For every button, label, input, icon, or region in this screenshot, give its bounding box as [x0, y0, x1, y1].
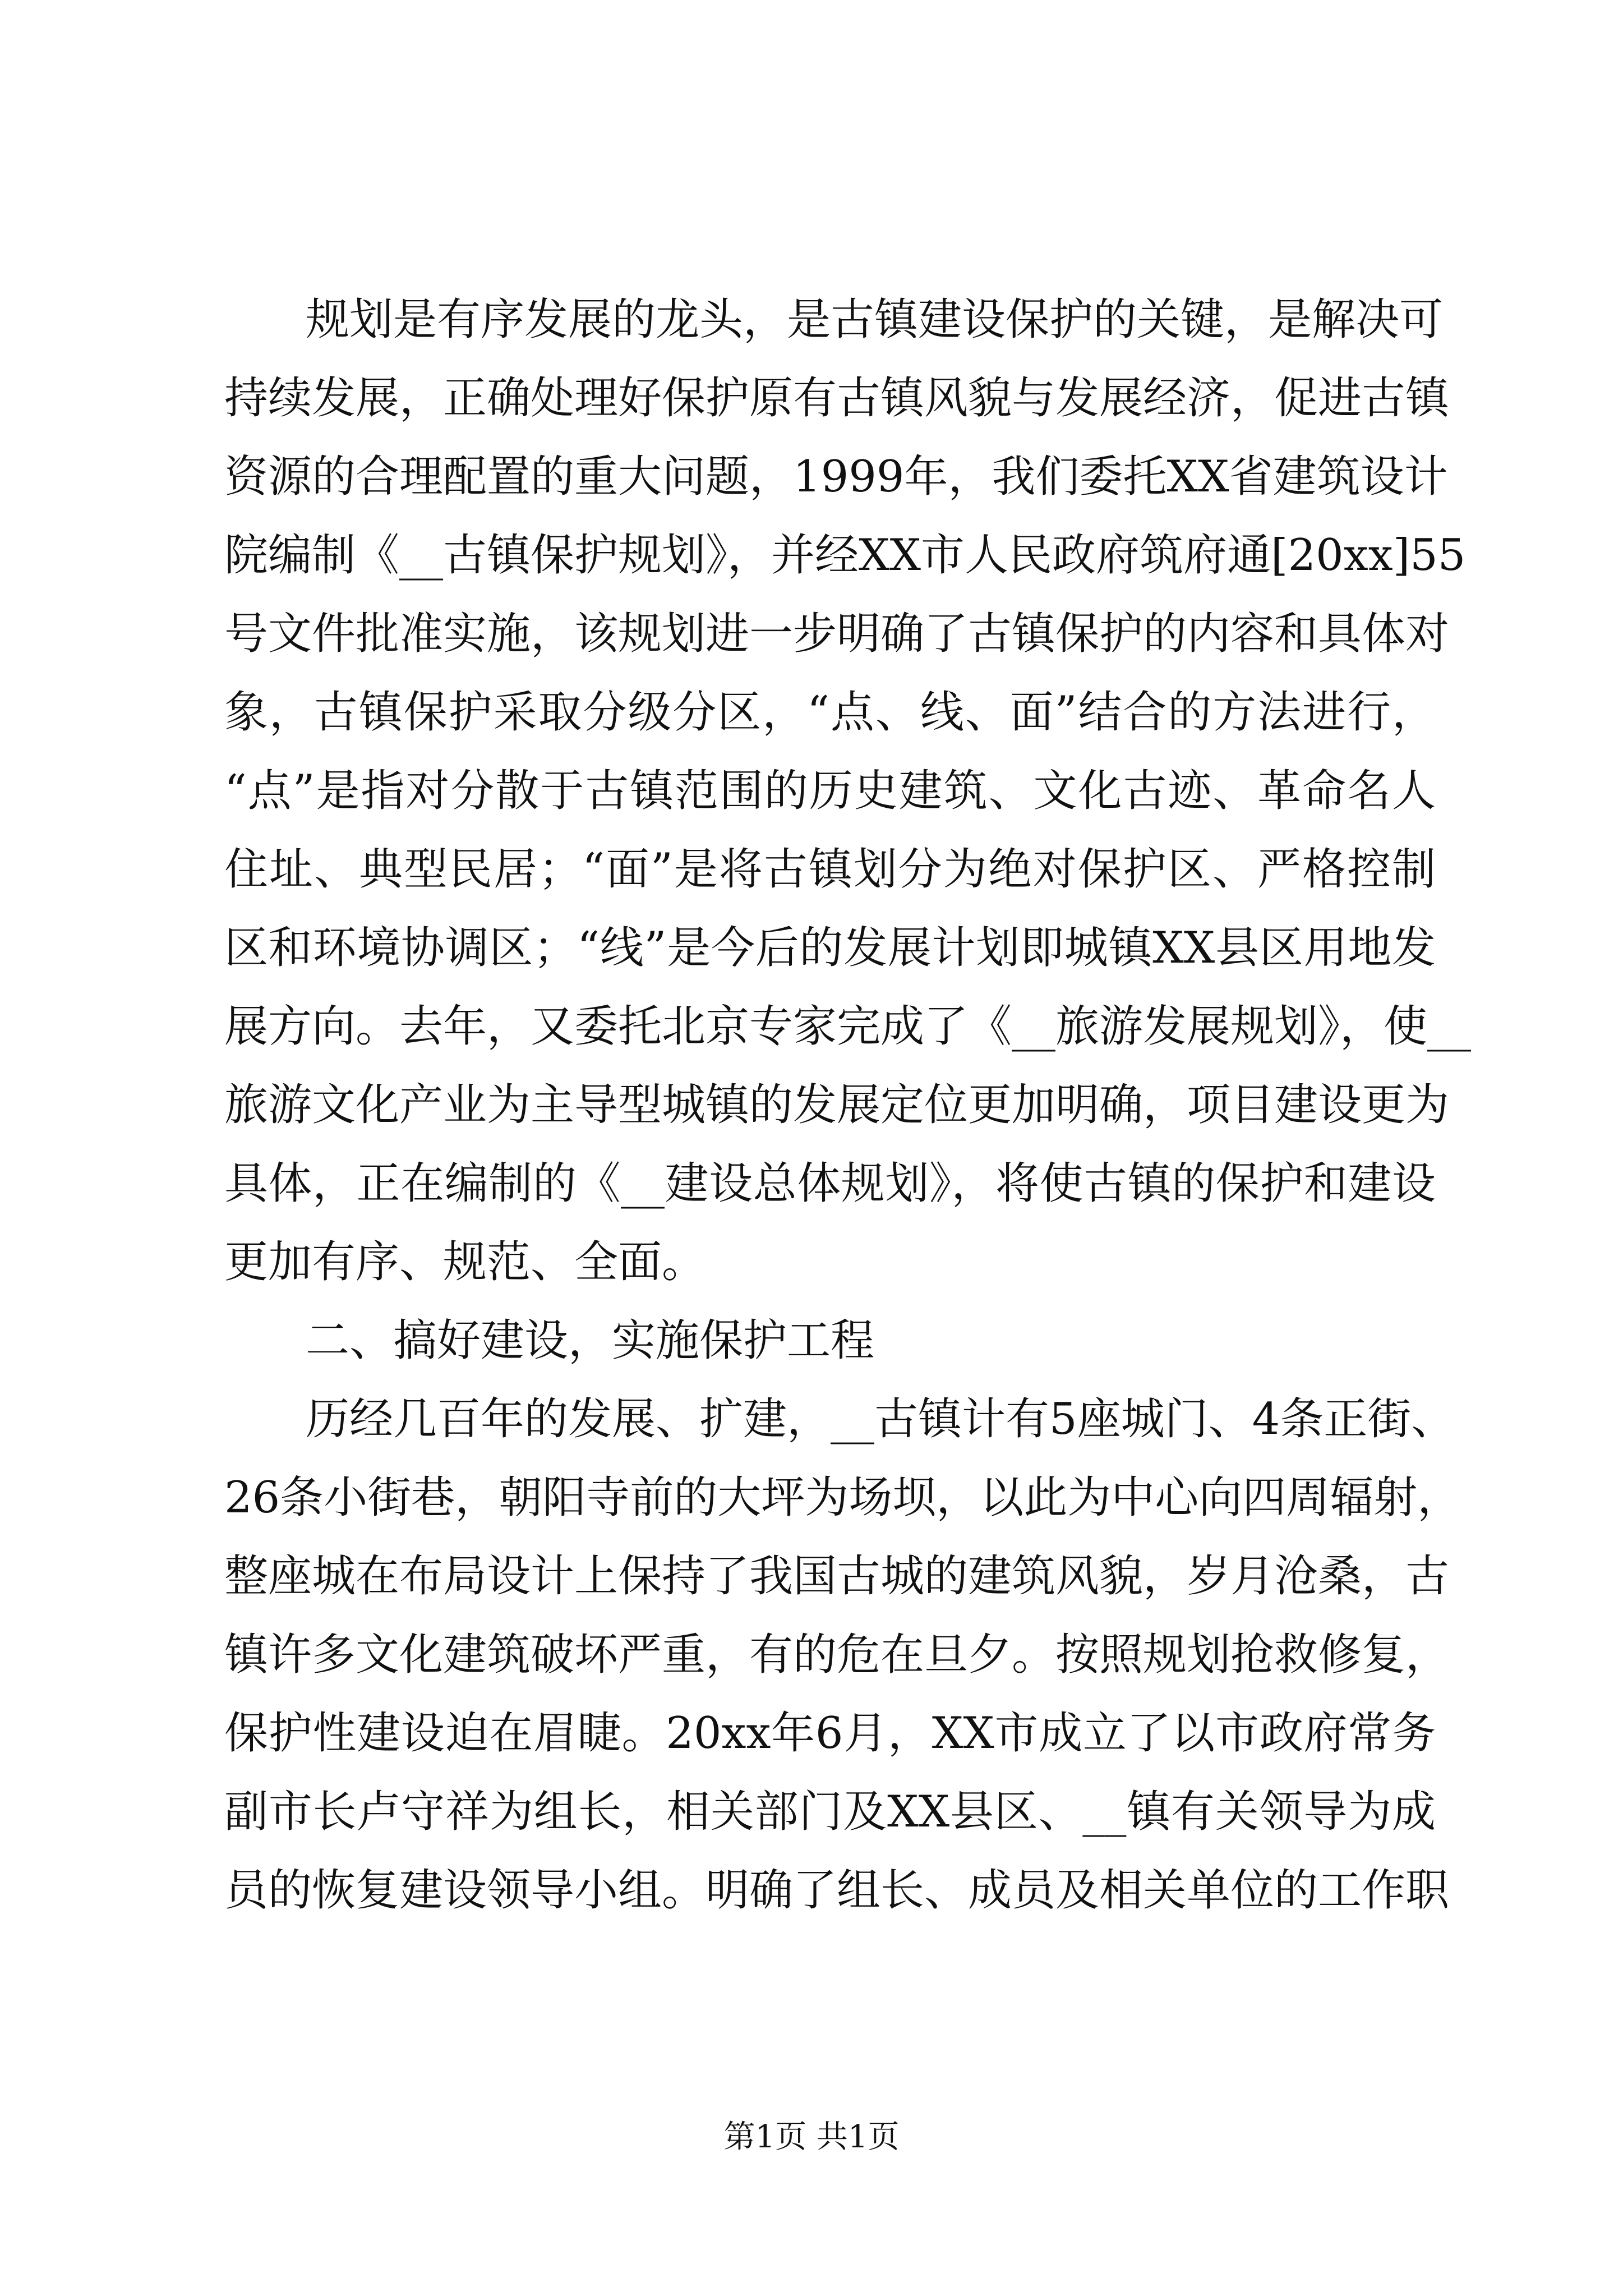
paragraph-line: “点”是指对分散于古镇范围的历史建筑、文化古迹、革命名人: [224, 766, 1436, 816]
paragraph-line: 旅游文化产业为主导型城镇的发展定位更加明确，项目建设更为: [224, 1080, 1450, 1130]
paragraph-line: 住址、典型民居；“面”是将古镇划分为绝对保护区、严格控制: [224, 844, 1436, 895]
paragraph-line: 院编制《__古镇保护规划》，并经XX市人民政府筑府通[20xx]55: [224, 530, 1466, 581]
paragraph-line: 整座城在布局设计上保持了我国古城的建筑风貌，岁月沧桑，古: [224, 1551, 1450, 1602]
paragraph-line: 员的恢复建设领导小组。明确了组长、成员及相关单位的工作职: [224, 1865, 1450, 1916]
paragraph-line: 象，古镇保护采取分级分区，“点、线、面”结合的方法进行，: [224, 687, 1436, 738]
paragraph-line: 26条小街巷，朝阳寺前的大坪为场坝，以此为中心向四周辐射，: [224, 1473, 1461, 1523]
paragraph-line: 副市长卢守祥为组长，相关部门及XX县区、__镇有关领导为成: [224, 1787, 1436, 1837]
paragraph-line: 更加有序、规范、全面。: [224, 1237, 706, 1287]
paragraph-line: 资源的合理配置的重大问题，1999年，我们委托XX省建筑设计: [224, 452, 1448, 502]
paragraph-line: 镇许多文化建筑破坏严重，有的危在旦夕。按照规划抢救修复，: [224, 1630, 1450, 1680]
paragraph-line: 号文件批准实施，该规划进一步明确了古镇保护的内容和具体对: [224, 609, 1450, 659]
paragraph-line: 展方向。去年，又委托北京专家完成了《__旅游发展规划》，使__: [224, 1001, 1472, 1052]
paragraph-line: 保护性建设迫在眉睫。20xx年6月，XX市成立了以市政府常务: [224, 1708, 1436, 1759]
paragraph-line: 持续发展，正确处理好保护原有古镇风貌与发展经济，促进古镇: [224, 373, 1450, 424]
page-number-footer: 第1页 共1页: [723, 2119, 900, 2155]
paragraph-line: 规划是有序发展的龙头，是古镇建设保护的关键，是解决可: [306, 295, 1444, 345]
paragraph-line: 历经几百年的发展、扩建，__古镇计有5座城门、4条正街、: [306, 1394, 1455, 1444]
paragraph-line: 区和环境协调区；“线”是今后的发展计划即城镇XX县区用地发: [224, 923, 1436, 973]
section-heading: 二、搞好建设，实施保护工程: [306, 1315, 875, 1366]
paragraph-line: 具体，正在编制的《__建设总体规划》，将使古镇的保护和建设: [224, 1158, 1436, 1209]
